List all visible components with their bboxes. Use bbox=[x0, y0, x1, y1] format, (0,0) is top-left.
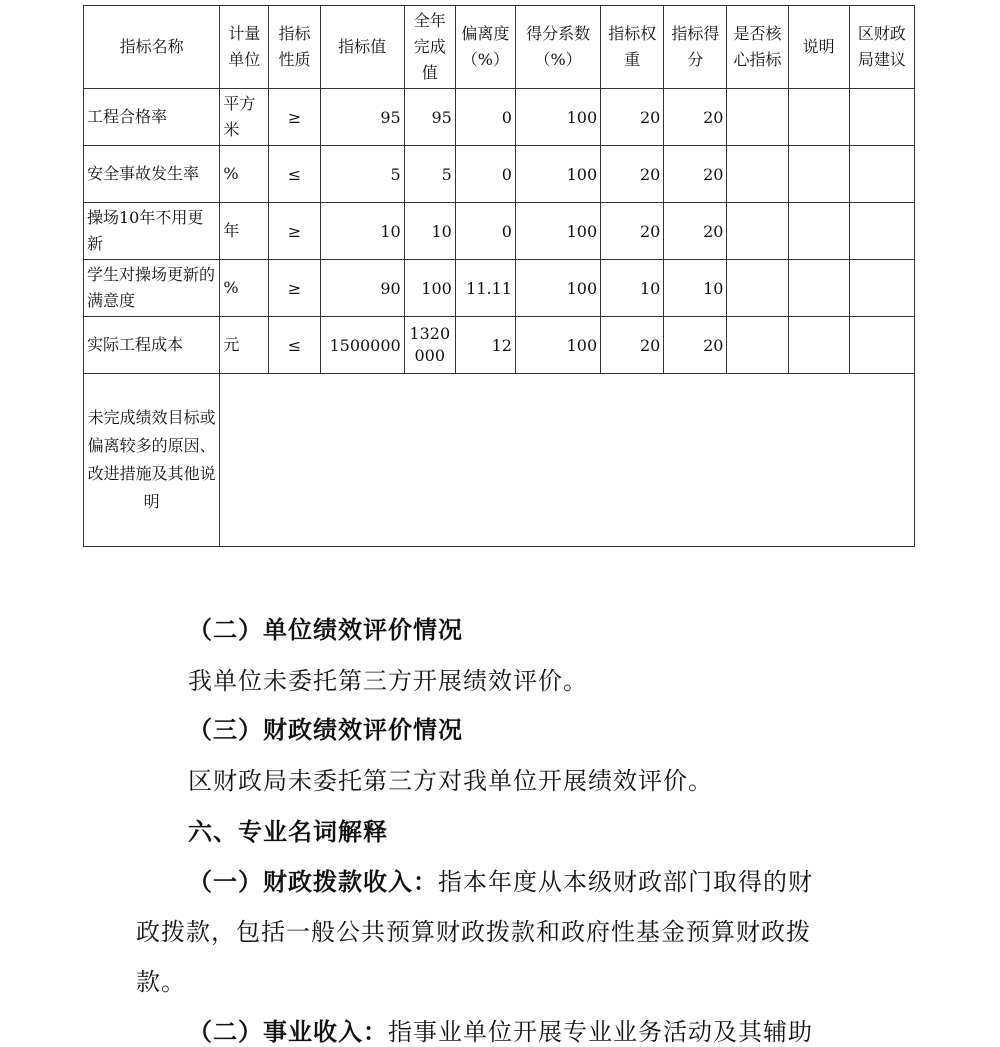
header-cell: 全年完成值 bbox=[404, 6, 455, 89]
target-cell: 5 bbox=[320, 146, 404, 203]
nature-cell: ≤ bbox=[269, 146, 320, 203]
coef-cell: 100 bbox=[515, 203, 600, 260]
section-heading: （二）单位绩效评价情况 bbox=[188, 615, 463, 644]
unit-cell: 元 bbox=[220, 317, 269, 374]
core-cell bbox=[727, 260, 788, 317]
score-cell: 10 bbox=[664, 260, 727, 317]
target-cell: 95 bbox=[320, 89, 404, 146]
score-cell: 20 bbox=[664, 146, 727, 203]
actual-cell: 100 bbox=[404, 260, 455, 317]
target-cell: 90 bbox=[320, 260, 404, 317]
desc-cell bbox=[788, 317, 849, 374]
score-cell: 20 bbox=[664, 89, 727, 146]
table-row bbox=[84, 146, 915, 203]
core-cell bbox=[727, 89, 788, 146]
desc-cell bbox=[788, 260, 849, 317]
deviation-cell: 11.11 bbox=[455, 260, 515, 317]
weight-cell: 20 bbox=[601, 146, 664, 203]
nature-cell: ≤ bbox=[269, 317, 320, 374]
coef-cell: 100 bbox=[515, 89, 600, 146]
advice-cell bbox=[849, 317, 914, 374]
header-cell: 偏离度（%） bbox=[455, 6, 515, 89]
table-row bbox=[84, 260, 915, 317]
deviation-cell: 0 bbox=[455, 146, 515, 203]
term-paragraph-line bbox=[188, 1012, 813, 1047]
indicator-name: 操场10年不用更新 bbox=[84, 203, 220, 260]
desc-cell bbox=[788, 203, 849, 260]
section-heading: 六、专业名词解释 bbox=[188, 817, 388, 846]
actual-cell: 5 bbox=[404, 146, 455, 203]
advice-cell bbox=[849, 203, 914, 260]
note-value bbox=[220, 374, 915, 547]
indicator-name: 工程合格率 bbox=[84, 89, 220, 146]
score-cell: 20 bbox=[664, 203, 727, 260]
performance-indicator-table bbox=[83, 5, 915, 547]
table-header-row bbox=[84, 6, 915, 89]
indicator-name: 学生对操场更新的满意度 bbox=[84, 260, 220, 317]
core-cell bbox=[727, 146, 788, 203]
header-cell: 指标值 bbox=[320, 6, 404, 89]
note-label: 未完成绩效目标或偏离较多的原因、改进措施及其他说明 bbox=[84, 374, 220, 547]
target-cell: 10 bbox=[320, 203, 404, 260]
term-text: 指本年度从本级财政部门取得的财 bbox=[438, 868, 813, 896]
score-cell: 20 bbox=[664, 317, 727, 374]
weight-cell: 20 bbox=[601, 317, 664, 374]
coef-cell: 100 bbox=[515, 317, 600, 374]
table-row bbox=[84, 89, 915, 146]
header-cell: 指标性质 bbox=[269, 6, 320, 89]
advice-cell bbox=[849, 89, 914, 146]
core-cell bbox=[727, 317, 788, 374]
header-cell: 是否核心指标 bbox=[727, 6, 788, 89]
unit-cell: 平方米 bbox=[220, 89, 269, 146]
nature-cell: ≥ bbox=[269, 203, 320, 260]
paragraph-line: 政拨款，包括一般公共预算财政拨款和政府性基金预算财政拨 bbox=[136, 918, 811, 946]
header-cell: 指标权重 bbox=[601, 6, 664, 89]
advice-cell bbox=[849, 146, 914, 203]
deviation-cell: 0 bbox=[455, 89, 515, 146]
unit-cell: 年 bbox=[220, 203, 269, 260]
actual-cell: 1320000 bbox=[404, 317, 455, 374]
coef-cell: 100 bbox=[515, 146, 600, 203]
desc-cell bbox=[788, 146, 849, 203]
table-note-row bbox=[84, 374, 915, 547]
target-cell: 1500000 bbox=[320, 317, 404, 374]
term-title: （一）财政拨款收入： bbox=[188, 867, 438, 896]
indicator-name: 安全事故发生率 bbox=[84, 146, 220, 203]
actual-cell: 10 bbox=[404, 203, 455, 260]
weight-cell: 10 bbox=[601, 260, 664, 317]
header-cell: 指标得分 bbox=[664, 6, 727, 89]
paragraph: 区财政局未委托第三方对我单位开展绩效评价。 bbox=[188, 767, 713, 795]
header-cell: 计量单位 bbox=[220, 6, 269, 89]
table-row bbox=[84, 203, 915, 260]
advice-cell bbox=[849, 260, 914, 317]
deviation-cell: 12 bbox=[455, 317, 515, 374]
desc-cell bbox=[788, 89, 849, 146]
header-cell: 说明 bbox=[788, 6, 849, 89]
unit-cell: % bbox=[220, 146, 269, 203]
deviation-cell: 0 bbox=[455, 203, 515, 260]
term-text: 指事业单位开展专业业务活动及其辅助 bbox=[388, 1018, 813, 1046]
indicator-name: 实际工程成本 bbox=[84, 317, 220, 374]
nature-cell: ≥ bbox=[269, 260, 320, 317]
weight-cell: 20 bbox=[601, 89, 664, 146]
actual-cell: 95 bbox=[404, 89, 455, 146]
term-paragraph-line bbox=[188, 862, 813, 897]
paragraph-line: 款。 bbox=[136, 968, 186, 996]
header-cell: 区财政局建议 bbox=[849, 6, 914, 89]
core-cell bbox=[727, 203, 788, 260]
weight-cell: 20 bbox=[601, 203, 664, 260]
unit-cell: % bbox=[220, 260, 269, 317]
header-cell: 指标名称 bbox=[84, 6, 220, 89]
header-cell: 得分系数（%） bbox=[515, 6, 600, 89]
coef-cell: 100 bbox=[515, 260, 600, 317]
section-heading: （三）财政绩效评价情况 bbox=[188, 715, 463, 744]
paragraph: 我单位未委托第三方开展绩效评价。 bbox=[188, 667, 588, 695]
term-title: （二）事业收入： bbox=[188, 1017, 388, 1046]
nature-cell: ≥ bbox=[269, 89, 320, 146]
table-row bbox=[84, 317, 915, 374]
